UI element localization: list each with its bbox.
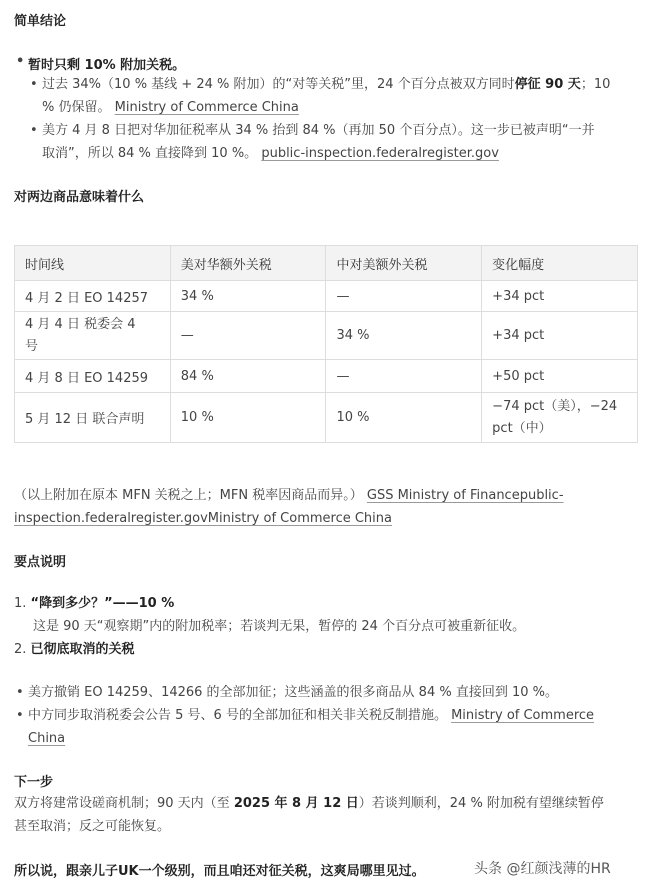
footer-comment: 所以说，跟亲儿子UK一个级别，而且咱还对征关税，这爽局哪里见过。 <box>14 864 425 879</box>
key-point-1: 1. “降到多少？”——10 % <box>14 596 175 611</box>
key-point-bullet-2-cont <box>28 728 65 750</box>
section-title-summary: 简单结论 <box>14 14 67 29</box>
mofcom-link-2[interactable]: Ministry of Commerce <box>451 708 595 723</box>
next-step-line-2: 甚至取消；反之可能恢复。 <box>14 819 171 834</box>
next-step-line-1: 双方将建常设磋商机制；90 天内（至 2025 年 8 月 12 日）若谈判顺利，24 % 附加税有望继续暂停 <box>14 796 604 811</box>
key-point-1-desc: 这是 90 天“观察期”内的附加税率；若谈判无果，暂停的 24 个百分点可被重新征收。 <box>33 619 526 634</box>
tariff-table <box>14 245 638 443</box>
table-note: （以上附加在原本 MFN 关税之上；MFN 税率因商品而异。） GSS Ministry of Financepublic- <box>14 488 564 503</box>
federalregister-link-1[interactable]: public-inspection.federalregister.gov <box>261 146 499 161</box>
header-us-tariff: 美对华额外关税 <box>170 246 326 281</box>
mofcom-link-2-cont[interactable]: China <box>28 731 66 746</box>
header-timeline: 时间线 <box>15 246 171 281</box>
summary-sub-bullet-2-cont: 取消”，所以 84 % 直接降到 10 %。 public-inspection.federalregister.gov <box>42 146 499 161</box>
sources-link-1[interactable]: GSS Ministry of Financepublic- <box>366 488 564 503</box>
section-title-key-points: 要点说明 <box>14 555 67 570</box>
mofcom-link-1[interactable]: Ministry of Commerce China <box>114 100 299 115</box>
summary-sub-bullet-2: • 美方 4 月 8 日把对华加征税率从 34 % 抬到 84 %（再加 50 个百分点）。这一步已被声明“一并 <box>42 120 642 142</box>
section-title-impact: 对两边商品意味着什么 <box>14 190 145 205</box>
key-point-bullet-1: • 美方撤销 EO 14259、14266 的全部加征；这些涵盖的很多商品从 84 % 直接回到 10 %。 <box>28 682 558 704</box>
table-note-cont <box>14 508 392 530</box>
table-row: 4 月 8 日 EO 14259 84 % — +50 pct <box>15 360 638 393</box>
key-point-2: 2. 已彻底取消的关税 <box>14 642 135 657</box>
header-change: 变化幅度 <box>482 246 638 281</box>
summary-sub-bullet-1: • 过去 34%（10 % 基线 + 24 % 附加）的“对等关税”里，24 个百分点被双方同时停征 90 天；10 <box>42 74 642 96</box>
sources-link-2[interactable]: inspection.federalregister.govMinistry of Commerce China <box>14 511 392 526</box>
header-cn-tariff: 中对美额外关税 <box>326 246 482 281</box>
section-title-next-step: 下一步 <box>14 775 54 790</box>
summary-bullet: • 暂时只剩 10% 附加关税。 <box>28 54 185 73</box>
table-header-row <box>15 246 638 281</box>
table-row: 4 月 2 日 EO 14257 34 % — +34 pct <box>15 281 638 312</box>
summary-sub-bullet-1-cont: % 仍保留。 Ministry of Commerce China <box>42 100 299 115</box>
table-row: 4 月 4 日 税委会 4 号 — 34 % +34 pct <box>15 312 638 360</box>
key-point-bullet-2: • 中方同步取消税委会公告 5 号、6 号的全部加征和相关非关税反制措施。 Ministry of Commerce <box>28 705 638 727</box>
watermark: 头条 @红颜浅薄的HR <box>474 861 611 877</box>
table-row: 5 月 12 日 联合声明 10 % 10 % −74 pct（美），−24 pct（中） <box>15 393 638 443</box>
